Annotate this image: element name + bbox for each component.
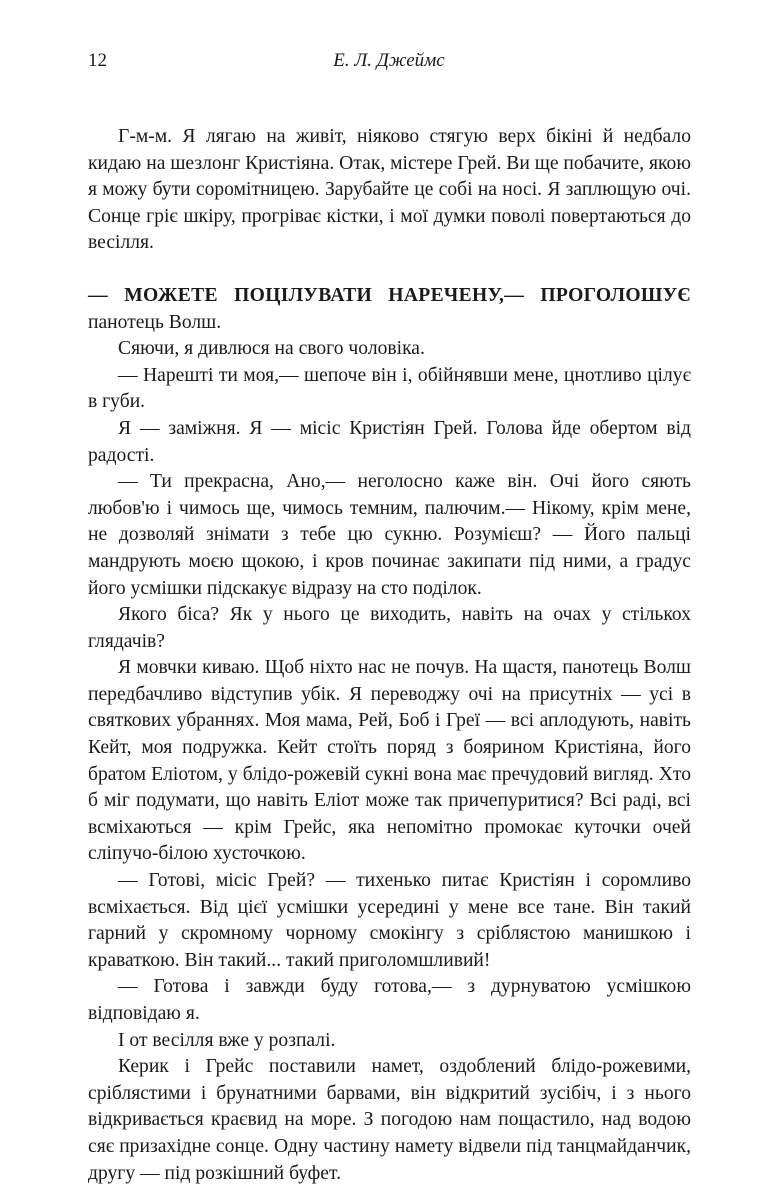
paragraph: Сяючи, я дивлюся на свого чоловіка. (118, 338, 425, 360)
page-number: 12 (88, 50, 107, 71)
paragraph: — Готова і завжди буду готова,— з дурнуватою усмішкою відповідаю я. (88, 976, 691, 1024)
running-head: Е. Л. Джеймс (333, 50, 445, 71)
page-body (88, 124, 691, 1187)
paragraph: Керик і Грейс поставили намет, оздоблений блідо-рожевими, сріблястими і брунатними барвами, він відкритий зусібіч, і з нього відкривається краєвид на море. З погодою нам пощастило, над водою сяє призахідне сонце. Одну частину намету відвели під танцмайданчик, другу — під розкішний буфет. (88, 1056, 691, 1184)
paragraph: Якого біса? Як у нього це виходить, навіть на очах у стількох глядачів? (88, 604, 691, 652)
paragraph: Г-м-м. Я лягаю на живіт, ніяково стягую верх бікіні й недбало кидаю на шезлонг Кристіяна. Отак, містере Грей. Ви ще побачите, якою я можу бути соромітницею. Зарубайте це собі на носі. Я заплющую очі. Сонце гріє шкіру, прогріває кістки, і мої думки поволі повертаються до весілля. (88, 126, 691, 254)
page-header (88, 50, 690, 76)
section-break (88, 257, 691, 283)
paragraph: І от весілля вже у розпалі. (118, 1029, 336, 1051)
paragraph: Я — заміжня. Я — місіс Кристіян Грей. Голова йде обертом від радості. (88, 417, 691, 466)
paragraph: — Нарешті ти моя,— шепоче він і, обійнявши мене, цнотливо цілує в губи. (88, 364, 691, 413)
paragraph: Я мовчки киваю. Щоб ніхто нас не почув. На щастя, панотець Волш передбачливо відступив убік. Я переводжу очі на присутніх — усі в святкових убраннях. Моя мама, Рей, Боб і Греї — всі аплодують, навіть Кейт, моя подружка. Кейт стоїть поряд з боярином Кристіяна, його братом Еліотом, у блідо-рожевій сукні вона має пречудовий вигляд. Хто б міг подумати, що навіть Еліот може так причепуритися? Всі раді, всі всміхаються — крім Грейс, яка непомітно промокає куточки очей сліпучо-білою хусточкою. (88, 657, 691, 865)
paragraph: — Ти прекрасна, Ано,— неголосно каже він. Очі його сяють любов'ю і чимось ще, чимось темним, палючим.— Нікому, крім мене, не дозволяй знімати з тебе цю сукню. Розумієш? — Його пальці мандрують моєю щокою, і кров починає закипати під ними, а градус його усмішки підскакує відразу на сто поділок. (88, 471, 691, 599)
section-lead-caps: — МОЖЕТЕ ПОЦІЛУВАТИ НАРЕЧЕНУ,— ПРОГОЛОШУЄ (88, 284, 691, 306)
section-lead-paragraph (88, 283, 691, 336)
paragraph: — Готові, місіс Грей? — тихенько питає Кристіян і соромливо всміхається. Від цієї усмішки усередині у мене все тане. Він такий гарний у скромному чорному смокінгу з сріблястою манишкою і краваткою. Він такий... такий приголомшливий! (88, 870, 691, 971)
section-lead-rest: панотець Волш. (88, 311, 222, 333)
